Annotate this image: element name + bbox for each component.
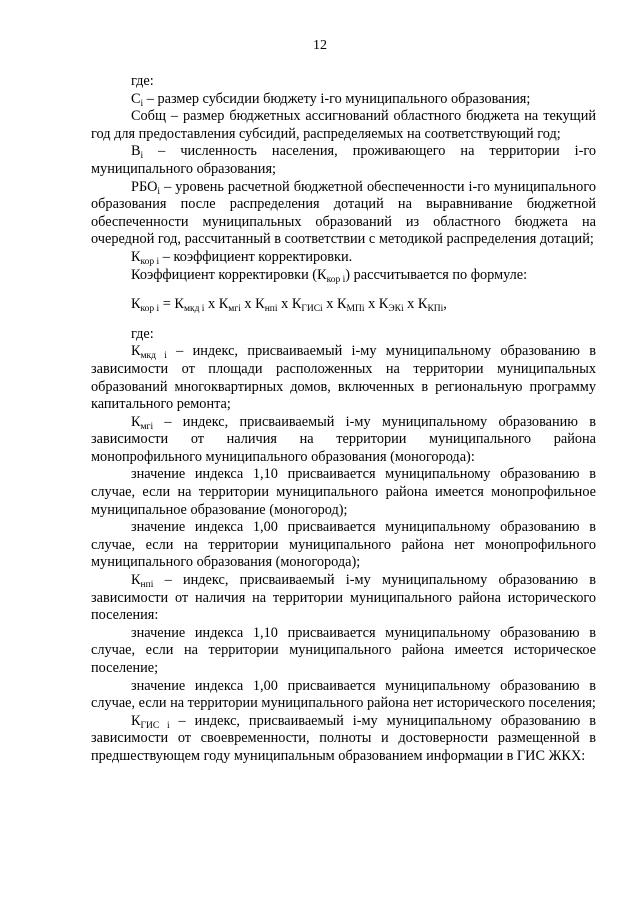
definition-kmg [91,414,596,467]
formula-intro [91,267,596,285]
equals-sign: = [159,296,175,313]
definition-sobsh: Собщ – размер бюджетных ассигнований областного бюджета на текущий год для предоставления субсидий, распределяемых на соответствующий год; [91,108,596,142]
definition-kgis [91,713,596,766]
multiply-sign: х [277,296,292,313]
subscript: кор i [140,304,160,315]
formula-term-3: К [255,296,265,313]
subscript: мкд i [183,304,205,315]
formula-end: , [443,296,447,313]
kmg-value-100: значение индекса 1,00 присваивается муниципальному образованию в случае, если на территории муниципального района нет монопрофильного муниципального образования (моногорода); [91,519,596,571]
definition-b [91,143,596,178]
subscript: i [140,151,144,162]
symbol: C [131,90,141,107]
symbol: К [131,572,141,589]
subscript: мгi [140,421,154,432]
formula-term-4: К [291,296,302,313]
multiply-sign: х [204,296,219,313]
definition-text: – индекс, присваиваемый i-му муниципальному образованию в зависимости от наличия на территории муниципального района исторического поселения: [91,572,596,624]
multiply-sign: х [364,296,379,313]
intro-text: Коэффициент корректировки (К [131,266,327,283]
formula-lhs: К [131,296,141,313]
subscript: ЭКi [388,304,404,315]
multiply-sign: х [403,296,418,313]
subscript: кор i [326,274,346,285]
subscript: ГИС i [140,720,170,731]
intro-text-end: ) рассчитывается по формуле: [345,266,528,283]
formula [91,296,596,314]
subscript: ГИСi [301,304,323,315]
kmg-value-110: значение индекса 1,10 присваивается муниципальному образованию в случае, если на территории муниципального района имеется монопрофильное муниципальное образование (моногород); [91,466,596,518]
knp-value-110: значение индекса 1,10 присваивается муниципальному образованию в случае, если на территории муниципального района имеется историческое поселение; [91,624,596,676]
formula-term-2: К [218,296,229,313]
definition-text: – индекс, присваиваемый i-му муниципальному образованию в зависимости от наличия на территории муниципального района монопрофильного муниципального образования (моногорода): [91,413,596,465]
definition-text: – коэффициент корректировки. [159,248,353,265]
subscript: мгi [228,304,241,315]
multiply-sign: х [240,296,256,313]
symbol: К [131,343,141,360]
definition-kmkd [91,343,596,413]
knp-value-100: значение индекса 1,00 присваивается муниципальному образованию в случае, если на территории муниципального района нет исторического поселения; [91,677,596,712]
symbol: B [131,143,141,160]
multiply-sign: х [322,296,337,313]
subscript: МПi [346,304,365,315]
subscript: кор i [140,256,160,267]
definition-text: – уровень расчетной бюджетной обеспеченности i-го муниципального образования после распределения дотаций на выравнивание бюджетной обеспеченности муниципальных образований из областного бюджета на очередной год, рассчитанный в соответствии с методикой распределения дотаций; [91,178,596,248]
symbol: К [131,248,141,265]
subscript: i [157,186,161,197]
definition-text: – размер субсидии бюджету i-го муниципального образования; [143,90,531,107]
formula-term-1: К [174,296,184,313]
definition-kkor [91,249,596,267]
formula-term-5: К [337,296,347,313]
definition-c [91,91,596,109]
definition-knp [91,572,596,625]
definition-text: – численность населения, проживающего на территории i-го муниципального образования; [91,143,596,177]
document-body [91,73,596,766]
definition-text: – индекс, присваиваемый i-му муниципальному образованию в зависимости от площади расположенных на территории муниципальных образований многоквартирных домов, включенных в региональную программу капитального ремонта; [91,343,597,413]
formula-term-7: К [417,296,428,313]
subscript: мкд i [140,351,167,362]
subscript: i [140,98,144,109]
page-number: 12 [313,38,327,53]
symbol: РБО [131,178,158,195]
symbol: К [131,413,141,430]
where-label: где: [131,325,154,342]
formula-term-6: К [378,296,389,313]
where-label: где: [131,73,154,89]
subscript: нпi [140,580,154,591]
definition-text: – индекс, присваиваемый i-му муниципальному образованию в зависимости от своевременности, полноты и достоверности размещенной в предшествующем году муниципальным образованием информации в ГИС ЖКХ: [91,712,596,764]
definition-rbo [91,179,596,249]
symbol: К [131,712,141,729]
subscript: нпi [264,304,278,315]
subscript: КПi [427,304,444,315]
